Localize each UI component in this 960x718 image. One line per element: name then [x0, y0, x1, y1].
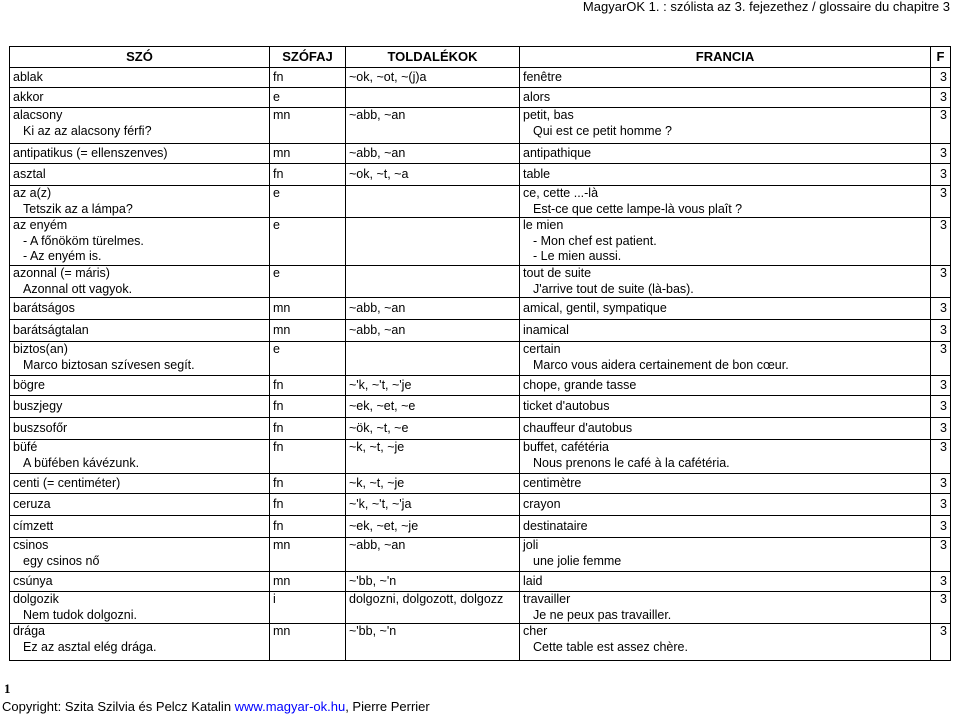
word-text: címzett: [13, 518, 54, 533]
word-class-text: e: [273, 186, 280, 200]
chapter-number: 3: [940, 377, 947, 392]
cell-francia: [520, 218, 931, 266]
cell-francia: [520, 108, 931, 144]
cell-toldalekok: [346, 418, 520, 440]
example-text: egy csinos nő: [23, 553, 100, 568]
cell-szo: [10, 186, 270, 218]
word-text: biztos(an): [13, 342, 68, 356]
translation-text: cher: [523, 624, 548, 638]
translation-text: amical, gentil, sympatique: [523, 300, 667, 315]
copyright-notice: [2, 699, 430, 714]
word-text: ablak: [13, 69, 43, 84]
table-row: [10, 218, 951, 266]
word-text: csúnya: [13, 573, 53, 588]
word-class-text: i: [273, 592, 276, 606]
suffixes-text: ~'bb, ~'n: [349, 573, 397, 588]
translation-text: joli: [523, 538, 539, 552]
cell-f: [931, 88, 951, 108]
table-row: [10, 624, 951, 661]
chapter-number: 3: [940, 166, 947, 181]
cell-szofaj: [270, 376, 346, 396]
copyright-prefix: Copyright: Szita Szilvia és Pelcz Katalin: [2, 699, 235, 714]
table-row: [10, 592, 951, 624]
table-row: [10, 108, 951, 144]
cell-toldalekok: [346, 342, 520, 376]
website-link[interactable]: www.magyar-ok.hu: [234, 699, 346, 714]
chapter-number: 3: [940, 398, 947, 413]
cell-toldalekok: [346, 298, 520, 320]
chapter-number: 3: [940, 518, 947, 533]
cell-f: [931, 164, 951, 186]
chapter-number: 3: [940, 496, 947, 511]
word-class-text: fn: [273, 377, 284, 392]
example-text: Ki az az alacsony férfi?: [23, 123, 152, 138]
cell-toldalekok: [346, 516, 520, 538]
cell-toldalekok: [346, 538, 520, 572]
table-row: [10, 474, 951, 494]
cell-szo: [10, 68, 270, 88]
cell-f: [931, 572, 951, 592]
cell-szo: [10, 108, 270, 144]
page-header-title: MagyarOK 1. : szólista az 3. fejezethez / glossaire du chapitre 3: [582, 0, 950, 14]
cell-szofaj: [270, 440, 346, 474]
translation-text: buffet, cafétéria: [523, 440, 609, 454]
cell-toldalekok: [346, 624, 520, 661]
example-text: - Az enyém is.: [23, 249, 102, 263]
cell-francia: [520, 418, 931, 440]
word-class-text: mn: [273, 145, 291, 160]
word-text: drága: [13, 624, 45, 638]
suffixes-text: ~abb, ~an: [349, 108, 406, 122]
cell-toldalekok: [346, 572, 520, 592]
word-class-text: e: [273, 89, 280, 104]
translation-text: fenêtre: [523, 69, 562, 84]
word-text: barátságos: [13, 300, 75, 315]
cell-szofaj: [270, 474, 346, 494]
cell-f: [931, 108, 951, 144]
translation-text: centimètre: [523, 475, 582, 490]
cell-francia: [520, 266, 931, 298]
suffixes-text: ~ek, ~et, ~e: [349, 398, 416, 413]
translation-text: destinataire: [523, 518, 588, 533]
word-class-text: mn: [273, 538, 291, 552]
table-row: [10, 376, 951, 396]
word-text: buszjegy: [13, 398, 63, 413]
chapter-number: 3: [940, 108, 947, 122]
cell-f: [931, 342, 951, 376]
cell-szofaj: [270, 298, 346, 320]
cell-francia: [520, 298, 931, 320]
suffixes-text: dolgozni, dolgozott, dolgozz: [349, 592, 504, 606]
translation-text: petit, bas: [523, 108, 574, 122]
cell-szofaj: [270, 266, 346, 298]
word-text: buszsofőr: [13, 420, 68, 435]
translation-text: ticket d'autobus: [523, 398, 610, 413]
word-text: büfé: [13, 440, 38, 454]
word-text: barátságtalan: [13, 322, 89, 337]
cell-f: [931, 538, 951, 572]
chapter-number: 3: [940, 573, 947, 588]
cell-f: [931, 298, 951, 320]
cell-toldalekok: [346, 376, 520, 396]
cell-f: [931, 592, 951, 624]
suffixes-text: ~k, ~t, ~je: [349, 475, 405, 490]
example-text: Nem tudok dolgozni.: [23, 607, 137, 622]
cell-szo: [10, 494, 270, 516]
cell-f: [931, 68, 951, 88]
word-class-text: fn: [273, 166, 284, 181]
cell-szo: [10, 88, 270, 108]
cell-szo: [10, 572, 270, 592]
chapter-number: 3: [940, 300, 947, 315]
suffixes-text: ~ok, ~t, ~a: [349, 166, 409, 181]
chapter-number: 3: [940, 624, 947, 638]
example-translation-text: Cette table est assez chère.: [533, 639, 688, 654]
word-class-text: e: [273, 266, 280, 280]
translation-text: alors: [523, 89, 551, 104]
chapter-number: 3: [940, 322, 947, 337]
cell-francia: [520, 342, 931, 376]
cell-szo: [10, 592, 270, 624]
table-row: [10, 516, 951, 538]
word-class-text: fn: [273, 496, 284, 511]
example-text: Marco biztosan szívesen segít.: [23, 357, 195, 372]
example-translation-text: Je ne peux pas travailler.: [533, 607, 672, 622]
column-header-szo: SZÓ: [10, 47, 270, 68]
table-row: [10, 572, 951, 592]
cell-francia: [520, 186, 931, 218]
cell-szo: [10, 144, 270, 164]
cell-szo: [10, 164, 270, 186]
cell-francia: [520, 624, 931, 661]
example-text: Azonnal ott vagyok.: [23, 281, 133, 296]
table-row: [10, 538, 951, 572]
word-text: centi (= centiméter): [13, 475, 121, 490]
cell-szofaj: [270, 144, 346, 164]
word-text: bögre: [13, 377, 45, 392]
cell-szo: [10, 624, 270, 661]
cell-toldalekok: [346, 88, 520, 108]
column-header-toldalekok: TOLDALÉKOK: [346, 47, 520, 68]
word-text: csinos: [13, 538, 49, 552]
chapter-number: 3: [940, 420, 947, 435]
cell-szo: [10, 538, 270, 572]
suffixes-text: ~'k, ~'t, ~'je: [349, 377, 412, 392]
word-text: azonnal (= máris): [13, 266, 110, 280]
translation-text: tout de suite: [523, 266, 592, 280]
word-class-text: fn: [273, 69, 284, 84]
cell-toldalekok: [346, 474, 520, 494]
cell-francia: [520, 440, 931, 474]
page-number: 1: [4, 681, 11, 696]
cell-szofaj: [270, 164, 346, 186]
word-class-text: mn: [273, 300, 291, 315]
cell-francia: [520, 572, 931, 592]
table-row: [10, 298, 951, 320]
word-text: asztal: [13, 166, 46, 181]
cell-f: [931, 266, 951, 298]
word-class-text: fn: [273, 420, 284, 435]
translation-text: antipathique: [523, 145, 592, 160]
cell-szofaj: [270, 516, 346, 538]
cell-toldalekok: [346, 320, 520, 342]
chapter-number: 3: [940, 592, 947, 606]
word-class-text: e: [273, 218, 280, 232]
cell-toldalekok: [346, 108, 520, 144]
suffixes-text: ~ök, ~t, ~e: [349, 420, 409, 435]
cell-toldalekok: [346, 164, 520, 186]
word-class-text: mn: [273, 322, 291, 337]
cell-f: [931, 144, 951, 164]
cell-szo: [10, 298, 270, 320]
suffixes-text: ~ek, ~et, ~je: [349, 518, 419, 533]
chapter-number: 3: [940, 186, 947, 200]
table-row: [10, 396, 951, 418]
cell-f: [931, 320, 951, 342]
cell-francia: [520, 320, 931, 342]
example-translation-text: - Le mien aussi.: [533, 249, 622, 263]
cell-szo: [10, 440, 270, 474]
cell-francia: [520, 88, 931, 108]
cell-szofaj: [270, 592, 346, 624]
table-header-row: [10, 47, 951, 68]
cell-f: [931, 376, 951, 396]
cell-szo: [10, 266, 270, 298]
cell-f: [931, 494, 951, 516]
translation-text: inamical: [523, 322, 569, 337]
word-text: antipatikus (= ellenszenves): [13, 145, 168, 160]
cell-szofaj: [270, 186, 346, 218]
cell-szofaj: [270, 538, 346, 572]
column-header-f: F: [931, 47, 951, 68]
word-class-text: mn: [273, 108, 291, 122]
cell-toldalekok: [346, 266, 520, 298]
table-row: [10, 266, 951, 298]
cell-francia: [520, 164, 931, 186]
word-class-text: fn: [273, 518, 284, 533]
example-translation-text: Marco vous aidera certainement de bon cœur.: [533, 357, 789, 372]
table-row: [10, 494, 951, 516]
cell-f: [931, 418, 951, 440]
table-row: [10, 320, 951, 342]
cell-szo: [10, 396, 270, 418]
cell-szofaj: [270, 88, 346, 108]
cell-toldalekok: [346, 218, 520, 266]
column-header-francia: FRANCIA: [520, 47, 931, 68]
cell-szo: [10, 320, 270, 342]
cell-toldalekok: [346, 68, 520, 88]
translation-text: laid: [523, 573, 543, 588]
cell-szofaj: [270, 342, 346, 376]
chapter-number: 3: [940, 89, 947, 104]
table-row: [10, 440, 951, 474]
cell-f: [931, 396, 951, 418]
example-translation-text: - Mon chef est patient.: [533, 233, 657, 248]
glossary-table: [9, 46, 951, 661]
cell-szofaj: [270, 396, 346, 418]
table-row: [10, 68, 951, 88]
cell-f: [931, 440, 951, 474]
cell-szo: [10, 418, 270, 440]
cell-szofaj: [270, 68, 346, 88]
example-text: - A főnököm türelmes.: [23, 233, 144, 248]
translation-text: ce, cette ...-là: [523, 186, 599, 200]
table-row: [10, 186, 951, 218]
example-translation-text: Est-ce que cette lampe-là vous plaît ?: [533, 201, 743, 216]
suffixes-text: ~abb, ~an: [349, 322, 406, 337]
example-translation-text: Qui est ce petit homme ?: [533, 123, 672, 138]
cell-francia: [520, 144, 931, 164]
word-class-text: mn: [273, 624, 291, 638]
cell-francia: [520, 474, 931, 494]
cell-szofaj: [270, 572, 346, 592]
cell-toldalekok: [346, 186, 520, 218]
cell-francia: [520, 516, 931, 538]
table-row: [10, 164, 951, 186]
word-class-text: mn: [273, 573, 291, 588]
chapter-number: 3: [940, 218, 947, 232]
word-text: az a(z): [13, 186, 52, 200]
chapter-number: 3: [940, 266, 947, 280]
cell-szo: [10, 474, 270, 494]
table-row: [10, 88, 951, 108]
cell-f: [931, 516, 951, 538]
cell-francia: [520, 396, 931, 418]
chapter-number: 3: [940, 342, 947, 356]
example-text: Ez az asztal elég drága.: [23, 639, 157, 654]
cell-szofaj: [270, 418, 346, 440]
translation-text: chauffeur d'autobus: [523, 420, 633, 435]
suffixes-text: ~ok, ~ot, ~(j)a: [349, 69, 427, 84]
translation-text: table: [523, 166, 551, 181]
suffixes-text: ~'bb, ~'n: [349, 624, 397, 638]
chapter-number: 3: [940, 538, 947, 552]
chapter-number: 3: [940, 145, 947, 160]
word-text: dolgozik: [13, 592, 59, 606]
translation-text: crayon: [523, 496, 561, 511]
cell-toldalekok: [346, 440, 520, 474]
chapter-number: 3: [940, 69, 947, 84]
word-class-text: fn: [273, 398, 284, 413]
example-translation-text: une jolie femme: [533, 553, 622, 568]
translation-text: le mien: [523, 218, 564, 232]
word-text: az enyém: [13, 218, 68, 232]
cell-szofaj: [270, 494, 346, 516]
table-row: [10, 144, 951, 164]
example-text: A büfében kávézunk.: [23, 455, 140, 470]
cell-francia: [520, 68, 931, 88]
word-text: ceruza: [13, 496, 51, 511]
suffixes-text: ~'k, ~'t, ~'ja: [349, 496, 412, 511]
example-translation-text: Nous prenons le café à la cafétéria.: [533, 455, 730, 470]
word-class-text: fn: [273, 440, 284, 454]
example-text: Tetszik az a lámpa?: [23, 201, 133, 216]
copyright-suffix: , Pierre Perrier: [345, 699, 430, 714]
cell-szofaj: [270, 320, 346, 342]
suffixes-text: ~abb, ~an: [349, 300, 406, 315]
cell-f: [931, 474, 951, 494]
cell-szofaj: [270, 108, 346, 144]
translation-text: certain: [523, 342, 561, 356]
cell-f: [931, 218, 951, 266]
chapter-number: 3: [940, 475, 947, 490]
table-row: [10, 418, 951, 440]
cell-szofaj: [270, 624, 346, 661]
suffixes-text: ~abb, ~an: [349, 145, 406, 160]
cell-szo: [10, 516, 270, 538]
cell-f: [931, 186, 951, 218]
cell-toldalekok: [346, 592, 520, 624]
cell-toldalekok: [346, 144, 520, 164]
word-text: akkor: [13, 89, 44, 104]
cell-szo: [10, 218, 270, 266]
column-header-szofaj: SZÓFAJ: [270, 47, 346, 68]
suffixes-text: ~abb, ~an: [349, 538, 406, 552]
word-class-text: e: [273, 342, 280, 356]
translation-text: chope, grande tasse: [523, 377, 637, 392]
word-text: alacsony: [13, 108, 63, 122]
chapter-number: 3: [940, 440, 947, 454]
word-class-text: fn: [273, 475, 284, 490]
cell-toldalekok: [346, 494, 520, 516]
cell-f: [931, 624, 951, 661]
cell-francia: [520, 592, 931, 624]
translation-text: travailler: [523, 592, 571, 606]
cell-szo: [10, 376, 270, 396]
suffixes-text: ~k, ~t, ~je: [349, 440, 405, 454]
cell-toldalekok: [346, 396, 520, 418]
cell-francia: [520, 376, 931, 396]
cell-francia: [520, 494, 931, 516]
cell-szo: [10, 342, 270, 376]
cell-szofaj: [270, 218, 346, 266]
table-row: [10, 342, 951, 376]
cell-francia: [520, 538, 931, 572]
example-translation-text: J'arrive tout de suite (là-bas).: [533, 281, 694, 296]
